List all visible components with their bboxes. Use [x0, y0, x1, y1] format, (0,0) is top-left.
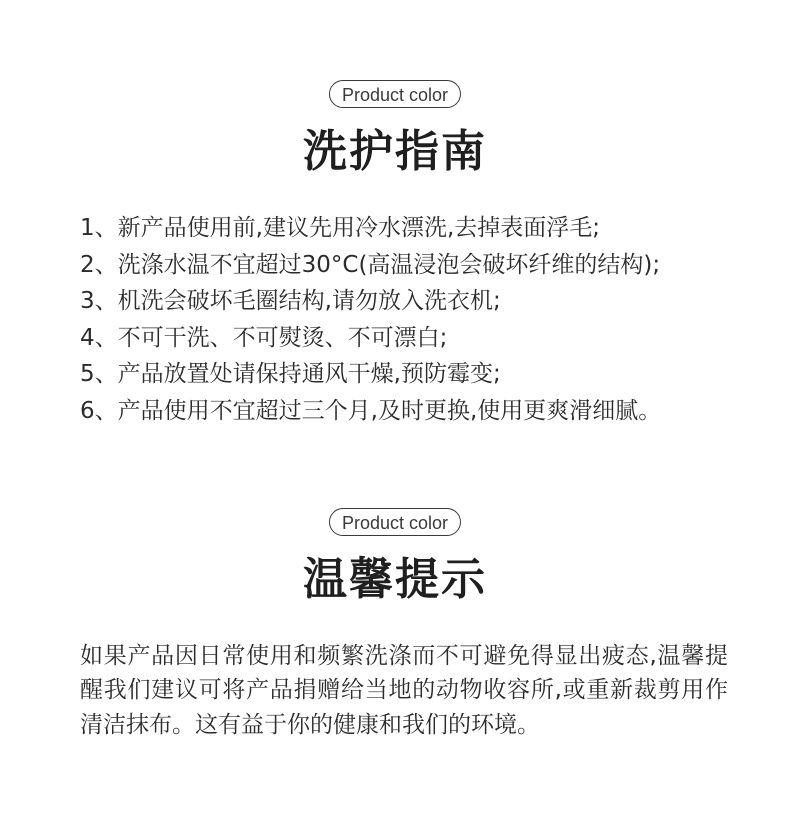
care-item-5: 5、产品放置处请保持通风干燥,预防霉变; [80, 361, 501, 388]
care-item-1: 1、新产品使用前,建议先用冷水漂洗,去掉表面浮毛; [80, 215, 601, 241]
product-color-pill: Product color [329, 80, 461, 108]
care-title: 洗护指南 [303, 126, 487, 177]
tips-title: 温馨提示 [303, 554, 487, 605]
care-item-4: 4、不可干洗、不可熨烫、不可漂白; [80, 324, 448, 351]
care-item-6: 6、产品使用不宜超过三个月,及时更换,使用更爽滑细腻。 [80, 397, 662, 424]
care-item-2: 2、洗涤水温不宜超过30°C(高温浸泡会破坏纤维的结构); [80, 251, 661, 278]
care-item-3: 3、机洗会破坏毛圈结构,请勿放入洗衣机; [80, 288, 501, 315]
tips-paragraph: 如果产品因日常使用和频繁洗涤而不可避免得显出疲态,温馨提醒我们建议可将产品捐赠给当地的动物收容所,或重新裁剪用作清洁抹布。这有益于你的健康和我们的环境。 [80, 643, 728, 738]
care-list [80, 210, 661, 430]
product-color-pill: Product color [329, 508, 461, 536]
